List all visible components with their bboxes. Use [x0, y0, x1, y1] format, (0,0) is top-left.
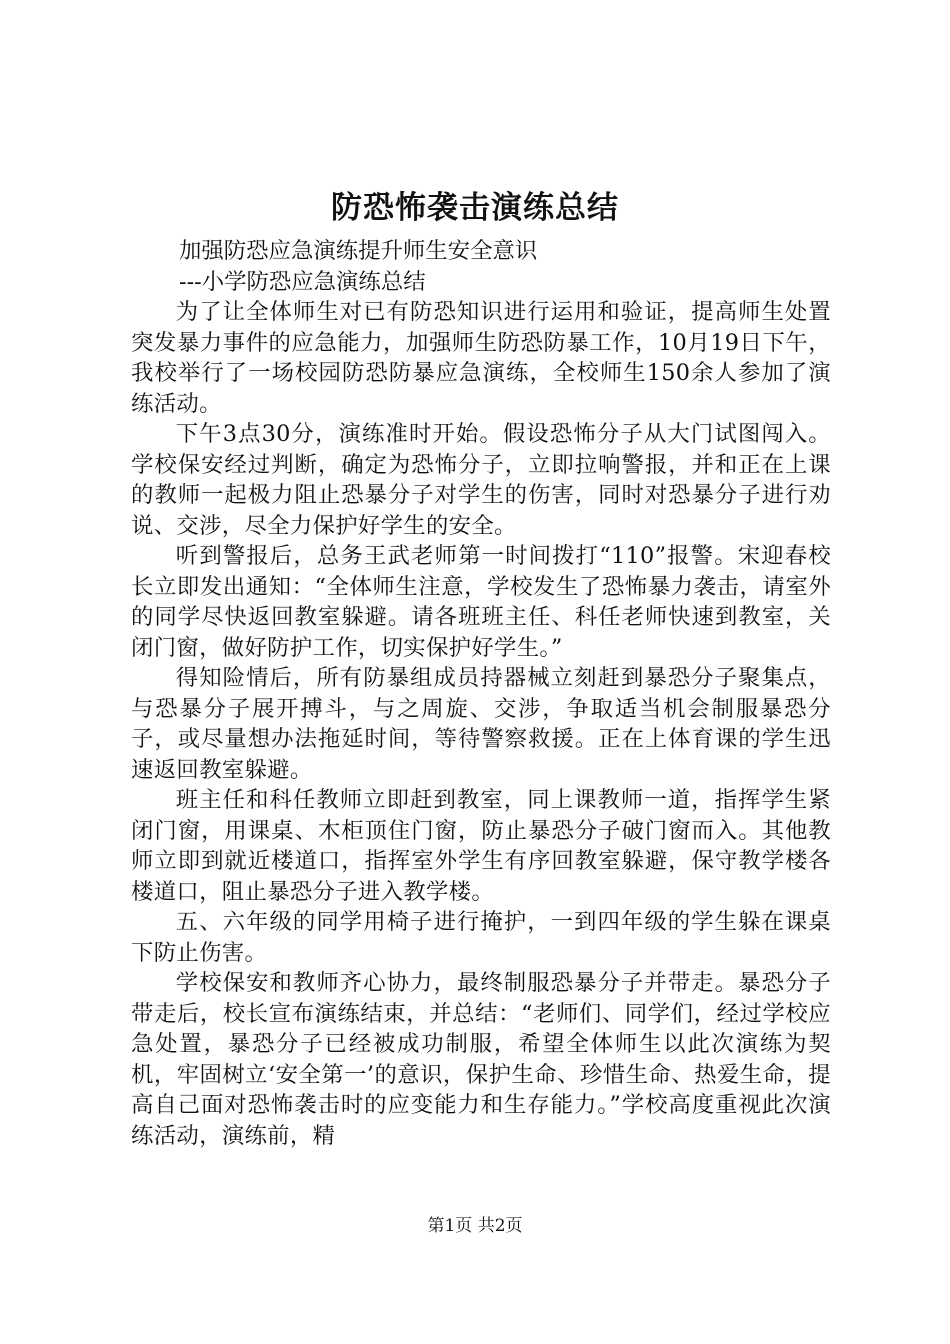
paragraph: 五、六年级的同学用椅子进行掩护，一到四年级的学生躲在课桌下防止伤害。: [131, 909, 831, 966]
paragraph: 班主任和科任教师立即赶到教室，同上课教师一道，指挥学生紧闭门窗，用课桌、木柜顶住门窗，防止暴恐分子破门窗而入。其他教师立即到就近楼道口，指挥室外学生有序回教室躲避，保守教学楼各楼道口，阻止暴恐分子进入教学楼。: [131, 787, 831, 905]
paragraph: 听到警报后，总务王武老师第一时间拨打“110”报警。宋迎春校长立即发出通知：“全体师生注意，学校发生了恐怖暴力袭击，请室外的同学尽快返回教室躲避。请各班班主任、科任老师快速到教室，关闭门窗，做好防护工作，切实保护好学生。”: [131, 543, 831, 661]
document-title: 防恐怖袭击演练总结: [331, 190, 619, 226]
paragraph: 得知险情后，所有防暴组成员持器械立刻赶到暴恐分子聚集点，与恐暴分子展开搏斗，与之周旋、交涉，争取适当机会制服暴恐分子，或尽量想办法拖延时间，等待警察救援。正在上体育课的学生迅速返回教室躲避。: [131, 665, 831, 783]
page-footer: 第1页 共2页: [427, 1216, 523, 1236]
subtitle-line-2: ---小学防恐应急演练总结: [179, 268, 426, 295]
paragraph: 为了让全体师生对已有防恐知识进行运用和验证，提高师生处置突发暴力事件的应急能力，加强师生防恐防暴工作，10月19日下午，我校举行了一场校园防恐防暴应急演练，全校师生150余人参加了演练活动。: [131, 299, 831, 417]
paragraph: 下午3点30分，演练准时开始。假设恐怖分子从大门试图闯入。学校保安经过判断，确定为恐怖分子，立即拉响警报，并和正在上课的教师一起极力阻止恐暴分子对学生的伤害，同时对恐暴分子进行劝说、交涉，尽全力保护好学生的安全。: [131, 421, 831, 539]
paragraph: 学校保安和教师齐心协力，最终制服恐暴分子并带走。暴恐分子带走后，校长宣布演练结束，并总结：“老师们、同学们，经过学校应急处置，暴恐分子已经被成功制服，希望全体师生以此次演练为契机，牢固树立‘安全第一’的意识，保护生命、珍惜生命、热爱生命，提高自己面对恐怖袭击时的应变能力和生存能力。”学校高度重视此次演练活动，演练前，精: [131, 970, 831, 1149]
subtitle-line-1: 加强防恐应急演练提升师生安全意识: [179, 238, 538, 264]
document-body: [131, 236, 831, 1151]
